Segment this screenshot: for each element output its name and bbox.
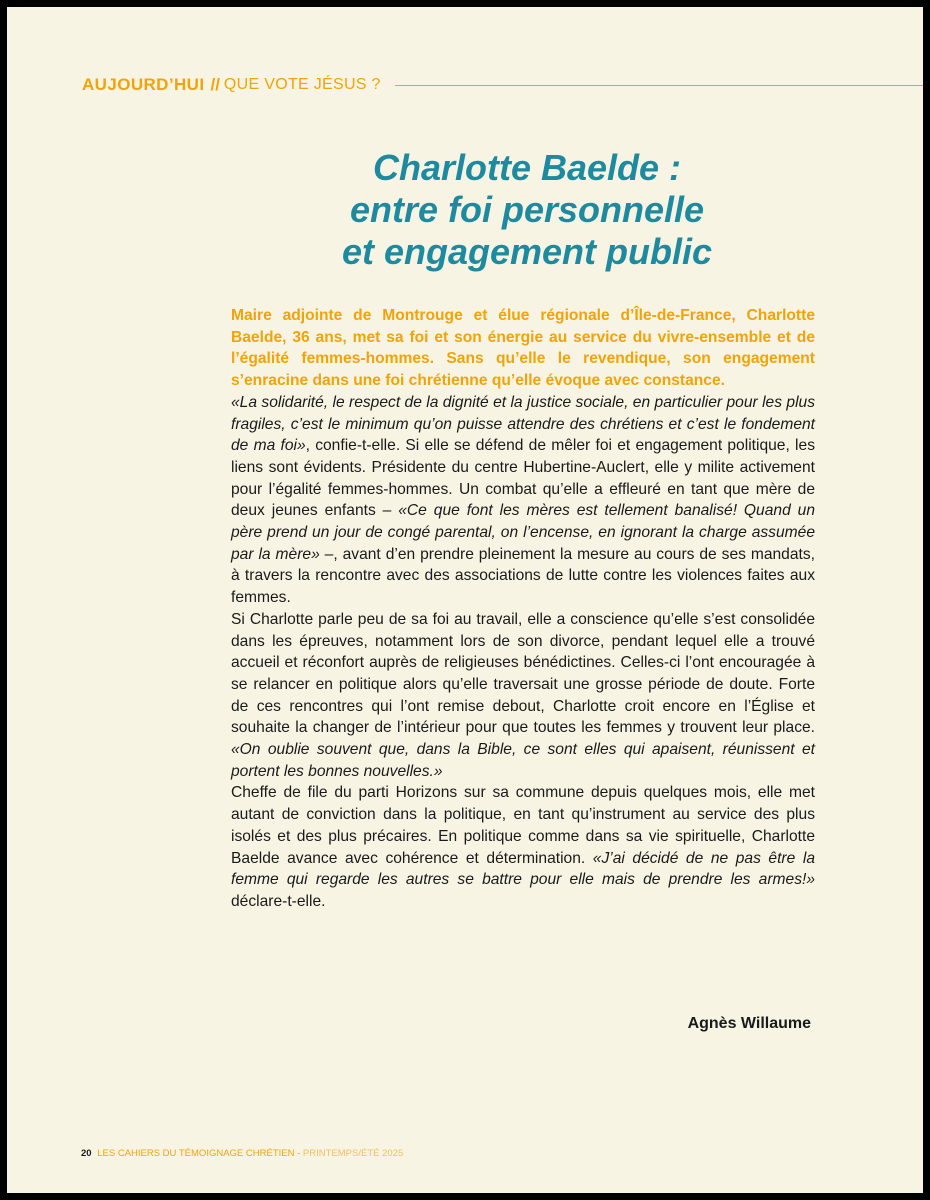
kicker-separator: // — [210, 75, 220, 94]
article-lead: Maire adjointe de Montrouge et élue régionale d’Île-de-France, Charlotte Baelde, 36 ans, met sa foi et son énergie au service du vivre-ensemble et de l’égalité femmes-hommes. Sans qu’elle le revendique, son engagement s’enracine dans une foi chrétienne qu’elle évoque avec constance. — [231, 307, 815, 390]
body-paragraph — [231, 782, 815, 912]
section-subkicker: QUE VOTE JÉSUS ? — [223, 76, 381, 93]
body-paragraph — [231, 609, 815, 783]
page-number: 20 — [81, 1148, 92, 1159]
title-line: et engagement public — [341, 231, 713, 272]
publication-name: LES CAHIERS DU TÉMOIGNAGE CHRÉTIEN — [97, 1148, 295, 1159]
body-text: déclare-t-elle. — [231, 892, 326, 910]
footer-separator: - — [294, 1148, 303, 1159]
quote: «Ce que font les mères est tellement banalisé! Quand un père prend un jour de congé parental, on l’encense, en ignorant la charge assumée par la mère» — [231, 502, 816, 563]
quote: «On oublie souvent que, dans la Bible, ce sont elles qui apaisent, réunissent et portent les bonnes nouvelles.» — [231, 741, 815, 780]
body-paragraph — [231, 392, 815, 609]
header-rule — [395, 85, 923, 86]
magazine-page — [7, 7, 923, 1193]
body-text: Cheffe de file du parti Horizons sur sa commune depuis quelques mois, elle met autant de conviction dans la politique, en tant qu’instrument au service des plus isolés et des plus précaires. En politique comme dans sa vie spirituelle, Charlotte Baelde avance avec cohérence et détermination. — [231, 784, 815, 867]
quote: «La solidarité, le respect de la dignité et la justice sociale, en particulier pour les plus fragiles, c’est le minimum qu’on puisse attendre des chrétiens et c’est le fondement de ma foi» — [231, 393, 815, 455]
quote: «J’ai décidé de ne pas être la femme qui regarde les autres se battre pour elle mais de prendre les armes!» — [231, 849, 815, 889]
body-text: –, avant d’en prendre pleinement la mesure au cours de ses mandats, à travers la rencontre avec des associations de lutte contre les violences faites aux femmes. — [231, 545, 815, 607]
author-byline: Agnès Willaume — [687, 1015, 811, 1032]
body-text: Si Charlotte parle peu de sa foi au travail, elle a conscience qu’elle s’est consolidée dans les épreuves, notamment lors de son divorce, pendant lequel elle a trouvé accueil et réconfort auprès de religieuses bénédictines. Celles-ci l’ont encouragée à se relancer en politique alors qu’elle traversait une grosse période de doute. Forte de ces rencontres qui l’ont remise debout, Charlotte croit encore en l’Église et souhaite la changer de l’intérieur pour que toutes les femmes y trouvent leur place. — [231, 610, 815, 737]
article-title — [207, 147, 847, 273]
title-line: Charlotte Baelde : — [372, 147, 682, 188]
article-body — [231, 305, 815, 913]
section-header — [82, 73, 923, 97]
body-text: , confie-t-elle. Si elle se défend de mêler foi et engagement politique, les liens sont évidents. Présidente du centre Hubertine-Auclert, elle y milite activement pour l’égalité femmes-hommes. Un combat qu’elle a effleuré en tant que mère de deux jeunes enfants – — [231, 437, 815, 520]
issue-season: PRINTEMPS/ÉTÉ 2025 — [302, 1148, 404, 1159]
section-kicker: AUJOURD’HUI — [82, 75, 205, 94]
page-footer — [81, 1148, 403, 1159]
title-line: entre foi personnelle — [349, 189, 705, 230]
